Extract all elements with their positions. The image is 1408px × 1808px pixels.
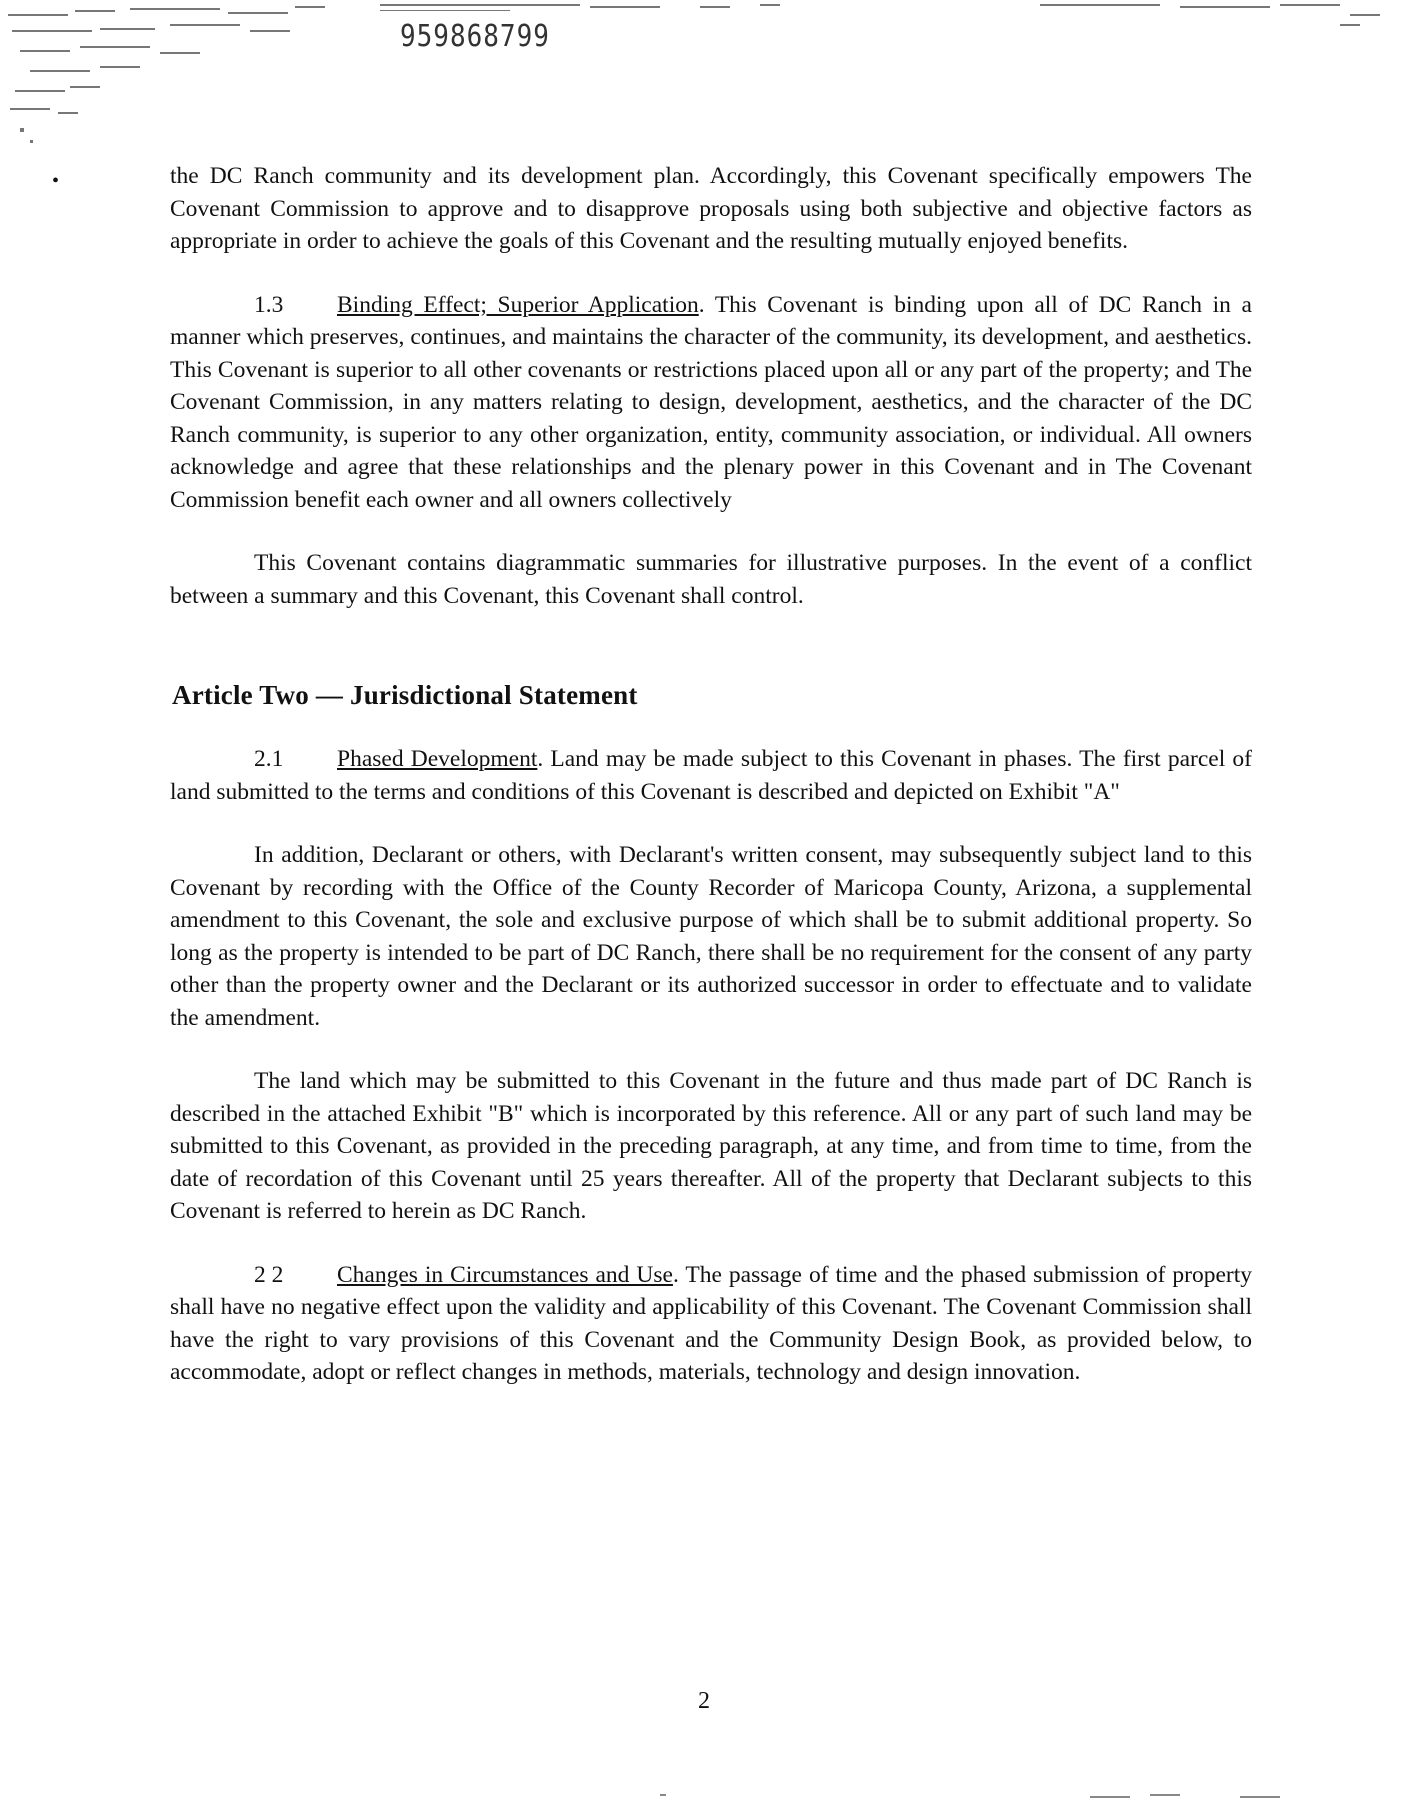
paragraph-land: The land which may be submitted to this Covenant in the future and thus made part of DC Ranch is described in the attached Exhibit "B" which is incorporated by this reference. All or any part of such land may be submitted to this Covenant, as provided in the preceding paragraph, at any time, and from time to time, from the date of recordation of this Covenant until 25 years thereafter. All of the property that Declarant subjects to this Covenant is referred to herein as DC Ranch. (170, 1068, 1252, 1224)
section-1-3 (170, 289, 1252, 517)
paragraph-summaries: This Covenant contains diagrammatic summaries for illustrative purposes. In the event of a conflict between a summary and this Covenant, this Covenant shall control. (170, 550, 1252, 609)
section-number: 1.3 (254, 291, 284, 318)
section-number: 2 2 (254, 1261, 284, 1288)
article-heading: Article Two — Jurisdictional Statement (172, 680, 638, 710)
section-number: 2.1 (254, 746, 284, 772)
section-2-1 (170, 743, 1252, 808)
document-control-number: 959868799 (400, 19, 550, 55)
section-text: . Land may be made subject to this Covenant in phases. The first parcel of land submitted to the terms and conditions of this Covenant is described and depicted on Exhibit "A" (170, 746, 1252, 805)
document-body (170, 160, 1252, 1389)
scan-noise-top (0, 0, 1408, 160)
scan-noise-bottom (0, 1790, 1408, 1808)
page-number: 2 (698, 1688, 710, 1714)
section-title: Binding Effect; Superior Application (337, 291, 699, 318)
paragraph-intro: the DC Ranch community and its development plan. Accordingly, this Covenant specifically empowers The Covenant Commission to approve and to disapprove proposals using both subjective and objective factors as appropriate in order to achieve the goals of this Covenant and the resulting mutually enjoyed benefits. (170, 163, 1252, 254)
section-title: Changes in Circumstances and Use (337, 1261, 673, 1288)
section-2-2 (170, 1259, 1252, 1389)
section-title: Phased Development (337, 746, 538, 772)
paragraph-addition: In addition, Declarant or others, with Declarant's written consent, may subsequently subject land to this Covenant by recording with the Office of the County Recorder of Maricopa County, Arizona, a supplemental amendment to this Covenant, the sole and exclusive purpose of which shall be to submit additional property. So long as the property is intended to be part of DC Ranch, there shall be no requirement for the consent of any party other than the property owner and the Declarant or its authorized successor in order to effectuate and to validate the amendment. (170, 842, 1252, 1031)
margin-dot: • (52, 170, 60, 192)
section-text: . This Covenant is binding upon all of DC Ranch in a manner which preserves, continues, and maintains the character of the community, its development, and aesthetics. This Covenant is superior to all other covenants or restrictions placed upon all or any part of the property; and The Covenant Commission, in any matters relating to design, development, aesthetics, and the character of the DC Ranch community, is superior to any other organization, entity, community association, or individual. All owners acknowledge and agree that these relationships and the plenary power in this Covenant and in The Covenant Commission benefit each owner and all owners collectively (170, 291, 1252, 513)
section-text: . The passage of time and the phased submission of property shall have no negative effect upon the validity and applicability of this Covenant. The Covenant Commission shall have the right to vary provisions of this Covenant and the Community Design Book, as provided below, to accommodate, adopt or reflect changes in methods, materials, technology and design innovation. (170, 1261, 1252, 1385)
